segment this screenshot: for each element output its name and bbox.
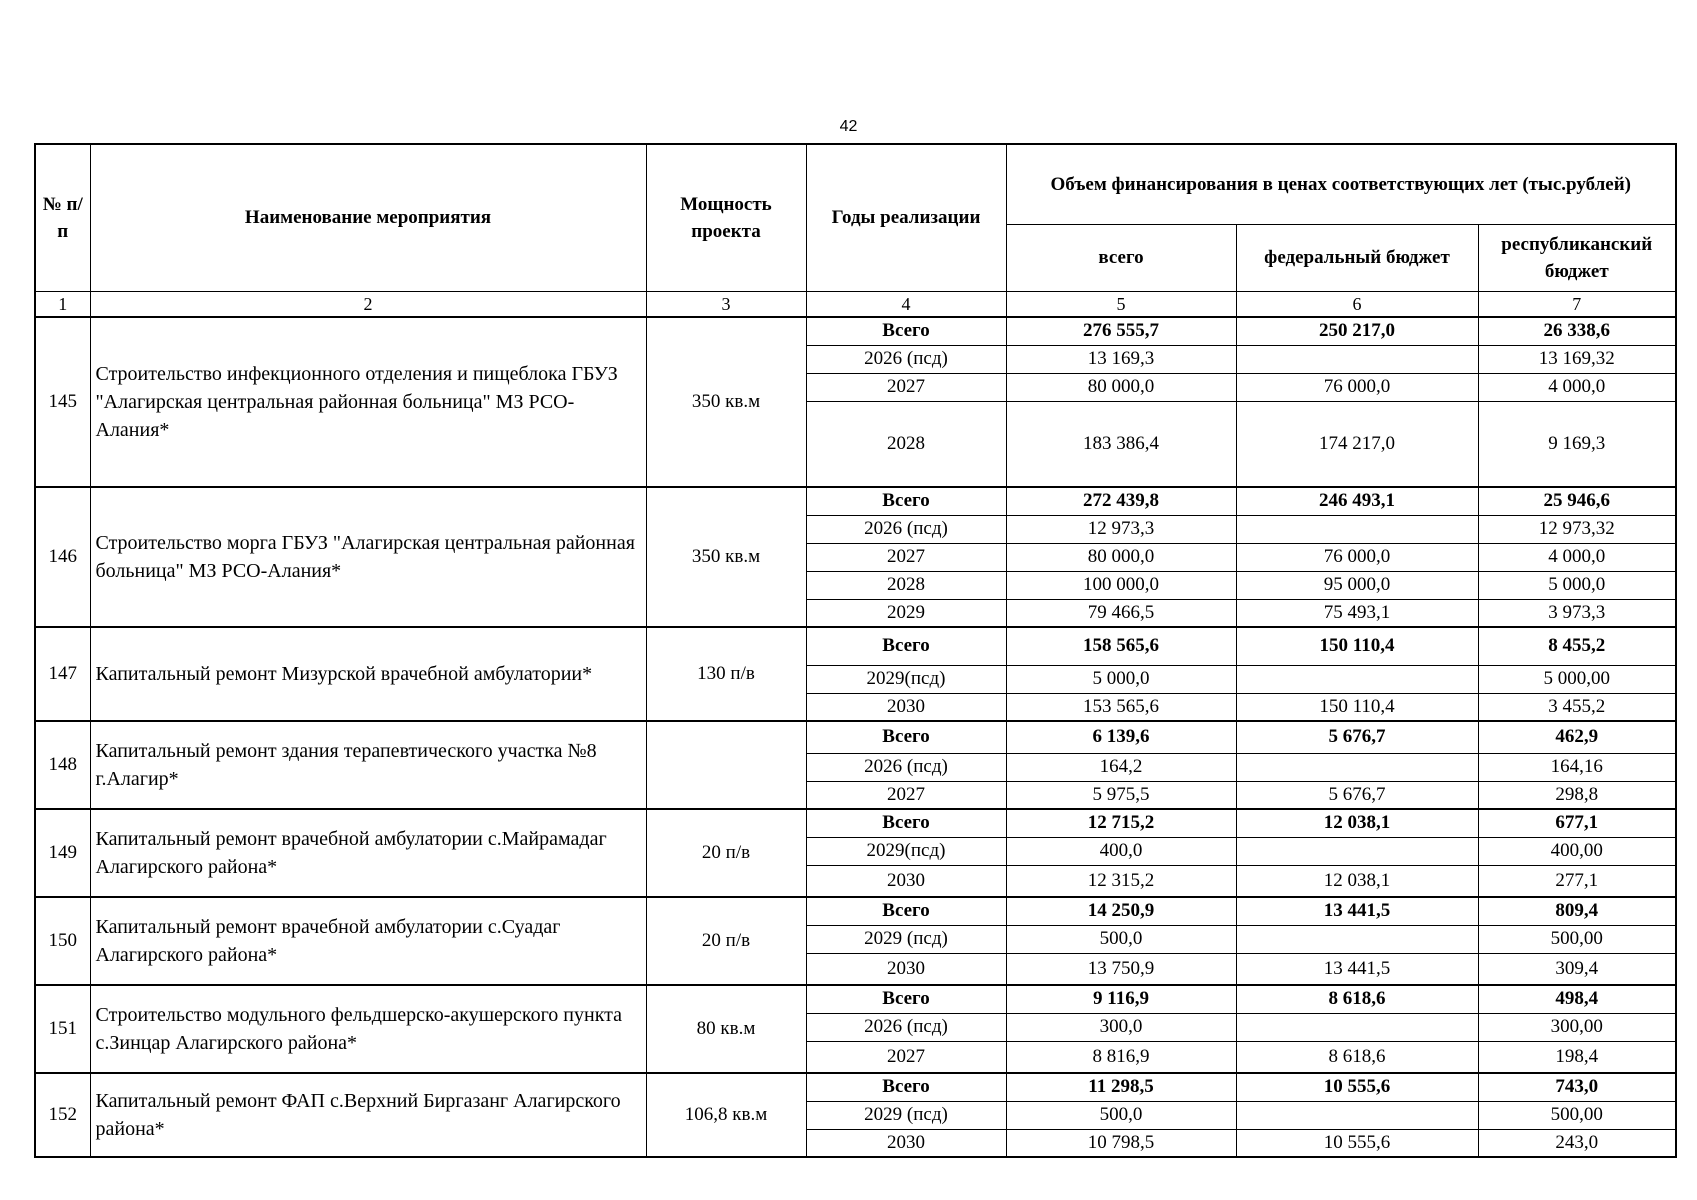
header-name: Наименование мероприятия [90, 144, 646, 291]
financing-table [34, 143, 1677, 1158]
total-cell: 12 973,3 [1006, 515, 1236, 543]
republic-cell: 9 169,3 [1478, 401, 1676, 487]
project-row [35, 1073, 1676, 1101]
federal-cell [1236, 515, 1478, 543]
project-row [35, 721, 1676, 753]
federal-cell [1236, 345, 1478, 373]
project-capacity: 350 кв.м [646, 487, 806, 627]
year-cell: 2026 (псд) [806, 345, 1006, 373]
project-row [35, 809, 1676, 837]
republic-cell: 298,8 [1478, 781, 1676, 809]
project-name: Строительство морга ГБУЗ "Алагирская центральная районная больница" МЗ РСО-Алания* [90, 487, 646, 627]
total-cell: 100 000,0 [1006, 571, 1236, 599]
federal-cell: 8 618,6 [1236, 985, 1478, 1013]
project-number: 146 [35, 487, 90, 627]
column-number: 5 [1006, 291, 1236, 317]
year-cell: 2029 (псд) [806, 1101, 1006, 1129]
federal-cell [1236, 753, 1478, 781]
total-cell: 164,2 [1006, 753, 1236, 781]
project-number: 151 [35, 985, 90, 1073]
header-num: № п/п [35, 144, 90, 291]
federal-cell: 13 441,5 [1236, 953, 1478, 985]
year-cell: 2028 [806, 571, 1006, 599]
republic-cell: 3 455,2 [1478, 693, 1676, 721]
year-cell: Всего [806, 809, 1006, 837]
project-number: 150 [35, 897, 90, 985]
project-row [35, 317, 1676, 345]
republic-cell: 300,00 [1478, 1013, 1676, 1041]
project-capacity: 80 кв.м [646, 985, 806, 1073]
federal-cell [1236, 925, 1478, 953]
total-cell: 183 386,4 [1006, 401, 1236, 487]
year-cell: 2030 [806, 1129, 1006, 1157]
federal-cell [1236, 665, 1478, 693]
project-name: Капитальный ремонт врачебной амбулатории с.Майрамадаг Алагирского района* [90, 809, 646, 897]
republic-cell: 25 946,6 [1478, 487, 1676, 515]
republic-cell: 12 973,32 [1478, 515, 1676, 543]
year-cell: 2029 [806, 599, 1006, 627]
project-number: 152 [35, 1073, 90, 1157]
federal-cell: 12 038,1 [1236, 865, 1478, 897]
total-cell: 276 555,7 [1006, 317, 1236, 345]
year-cell: 2030 [806, 953, 1006, 985]
republic-cell: 677,1 [1478, 809, 1676, 837]
federal-cell: 5 676,7 [1236, 721, 1478, 753]
republic-cell: 26 338,6 [1478, 317, 1676, 345]
republic-cell: 500,00 [1478, 1101, 1676, 1129]
federal-cell: 246 493,1 [1236, 487, 1478, 515]
year-cell: 2027 [806, 543, 1006, 571]
year-cell: 2027 [806, 373, 1006, 401]
year-cell: 2029(псд) [806, 837, 1006, 865]
project-capacity: 350 кв.м [646, 317, 806, 487]
federal-cell: 150 110,4 [1236, 693, 1478, 721]
year-cell: Всего [806, 985, 1006, 1013]
federal-cell: 8 618,6 [1236, 1041, 1478, 1073]
header-financing: Объем финансирования в ценах соответствующих лет (тыс.рублей) [1006, 144, 1676, 224]
project-number: 145 [35, 317, 90, 487]
republic-cell: 500,00 [1478, 925, 1676, 953]
total-cell: 5 000,0 [1006, 665, 1236, 693]
federal-cell: 5 676,7 [1236, 781, 1478, 809]
year-cell: Всего [806, 487, 1006, 515]
federal-cell: 76 000,0 [1236, 543, 1478, 571]
total-cell: 80 000,0 [1006, 543, 1236, 571]
project-row [35, 627, 1676, 665]
total-cell: 500,0 [1006, 925, 1236, 953]
federal-cell: 174 217,0 [1236, 401, 1478, 487]
republic-cell: 8 455,2 [1478, 627, 1676, 665]
project-number: 147 [35, 627, 90, 721]
total-cell: 10 798,5 [1006, 1129, 1236, 1157]
project-name: Капитальный ремонт здания терапевтического участка №8 г.Алагир* [90, 721, 646, 809]
total-cell: 153 565,6 [1006, 693, 1236, 721]
column-number: 2 [90, 291, 646, 317]
republic-cell: 462,9 [1478, 721, 1676, 753]
project-row [35, 897, 1676, 925]
column-number: 4 [806, 291, 1006, 317]
total-cell: 14 250,9 [1006, 897, 1236, 925]
year-cell: Всего [806, 1073, 1006, 1101]
column-number: 6 [1236, 291, 1478, 317]
project-capacity: 20 п/в [646, 897, 806, 985]
republic-cell: 809,4 [1478, 897, 1676, 925]
total-cell: 9 116,9 [1006, 985, 1236, 1013]
republic-cell: 243,0 [1478, 1129, 1676, 1157]
year-cell: 2027 [806, 1041, 1006, 1073]
total-cell: 80 000,0 [1006, 373, 1236, 401]
header-years: Годы реализации [806, 144, 1006, 291]
total-cell: 79 466,5 [1006, 599, 1236, 627]
federal-cell: 12 038,1 [1236, 809, 1478, 837]
project-name: Капитальный ремонт врачебной амбулатории с.Суадаг Алагирского района* [90, 897, 646, 985]
year-cell: 2030 [806, 693, 1006, 721]
year-cell: Всего [806, 721, 1006, 753]
year-cell: Всего [806, 317, 1006, 345]
total-cell: 158 565,6 [1006, 627, 1236, 665]
total-cell: 12 715,2 [1006, 809, 1236, 837]
column-number: 1 [35, 291, 90, 317]
republic-cell: 4 000,0 [1478, 543, 1676, 571]
header-federal: федеральный бюджет [1236, 224, 1478, 291]
project-name: Строительство инфекционного отделения и пищеблока ГБУЗ "Алагирская центральная районная больница" МЗ РСО-Алания* [90, 317, 646, 487]
federal-cell: 75 493,1 [1236, 599, 1478, 627]
republic-cell: 13 169,32 [1478, 345, 1676, 373]
republic-cell: 743,0 [1478, 1073, 1676, 1101]
federal-cell [1236, 1013, 1478, 1041]
year-cell: 2026 (псд) [806, 1013, 1006, 1041]
project-name: Строительство модульного фельдшерско-акушерского пункта с.Зинцар Алагирского района* [90, 985, 646, 1073]
total-cell: 8 816,9 [1006, 1041, 1236, 1073]
year-cell: 2029(псд) [806, 665, 1006, 693]
republic-cell: 5 000,0 [1478, 571, 1676, 599]
project-name: Капитальный ремонт Мизурской врачебной амбулатории* [90, 627, 646, 721]
project-number: 149 [35, 809, 90, 897]
total-cell: 272 439,8 [1006, 487, 1236, 515]
federal-cell: 95 000,0 [1236, 571, 1478, 599]
republic-cell: 309,4 [1478, 953, 1676, 985]
republic-cell: 164,16 [1478, 753, 1676, 781]
column-number: 7 [1478, 291, 1676, 317]
federal-cell: 10 555,6 [1236, 1129, 1478, 1157]
year-cell: 2029 (псд) [806, 925, 1006, 953]
federal-cell: 250 217,0 [1236, 317, 1478, 345]
republic-cell: 198,4 [1478, 1041, 1676, 1073]
republic-cell: 400,00 [1478, 837, 1676, 865]
year-cell: 2030 [806, 865, 1006, 897]
republic-cell: 4 000,0 [1478, 373, 1676, 401]
header-republic: республиканский бюджет [1478, 224, 1676, 291]
year-cell: 2026 (псд) [806, 515, 1006, 543]
column-number-row [35, 291, 1676, 317]
total-cell: 11 298,5 [1006, 1073, 1236, 1101]
project-row [35, 487, 1676, 515]
federal-cell: 76 000,0 [1236, 373, 1478, 401]
page-number: 42 [839, 118, 858, 135]
republic-cell: 5 000,00 [1478, 665, 1676, 693]
total-cell: 6 139,6 [1006, 721, 1236, 753]
federal-cell [1236, 1101, 1478, 1129]
total-cell: 12 315,2 [1006, 865, 1236, 897]
federal-cell: 150 110,4 [1236, 627, 1478, 665]
federal-cell: 10 555,6 [1236, 1073, 1478, 1101]
project-capacity [646, 721, 806, 809]
total-cell: 400,0 [1006, 837, 1236, 865]
year-cell: 2028 [806, 401, 1006, 487]
project-capacity: 20 п/в [646, 809, 806, 897]
total-cell: 13 750,9 [1006, 953, 1236, 985]
republic-cell: 498,4 [1478, 985, 1676, 1013]
project-name: Капитальный ремонт ФАП с.Верхний Биргазанг Алагирского района* [90, 1073, 646, 1157]
year-cell: 2027 [806, 781, 1006, 809]
header-total: всего [1006, 224, 1236, 291]
republic-cell: 277,1 [1478, 865, 1676, 897]
year-cell: Всего [806, 897, 1006, 925]
project-capacity: 106,8 кв.м [646, 1073, 806, 1157]
federal-cell [1236, 837, 1478, 865]
total-cell: 500,0 [1006, 1101, 1236, 1129]
column-number: 3 [646, 291, 806, 317]
republic-cell: 3 973,3 [1478, 599, 1676, 627]
project-capacity: 130 п/в [646, 627, 806, 721]
federal-cell: 13 441,5 [1236, 897, 1478, 925]
header-capacity: Мощность проекта [646, 144, 806, 291]
total-cell: 13 169,3 [1006, 345, 1236, 373]
project-number: 148 [35, 721, 90, 809]
year-cell: Всего [806, 627, 1006, 665]
project-row [35, 985, 1676, 1013]
total-cell: 300,0 [1006, 1013, 1236, 1041]
total-cell: 5 975,5 [1006, 781, 1236, 809]
year-cell: 2026 (псд) [806, 753, 1006, 781]
